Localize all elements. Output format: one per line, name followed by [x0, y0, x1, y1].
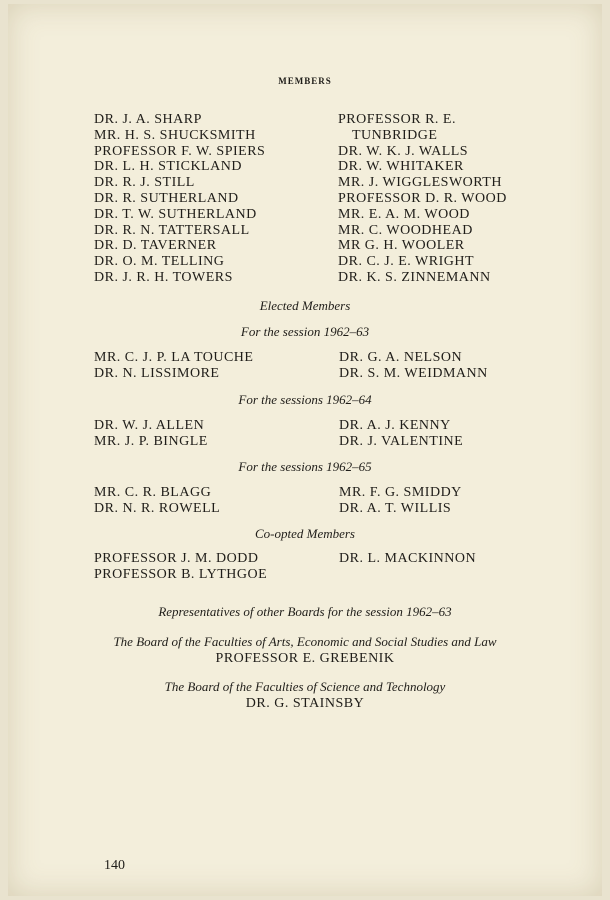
- member-name: DR. A. T. WILLIS: [339, 501, 452, 516]
- member-name: DR. J. A. SHARP: [94, 112, 202, 127]
- member-name: MR. F. G. SMIDDY: [339, 485, 462, 500]
- page-heading: MEMBERS: [278, 76, 332, 86]
- member-name: DR. O. M. TELLING: [94, 254, 225, 270]
- member-name: DR. S. M. WEIDMANN: [339, 366, 488, 381]
- member-name: DR. L. H. STICKLAND: [94, 159, 242, 175]
- member-name: DR. A. J. KENNY: [339, 418, 451, 433]
- member-name: DR. J. VALENTINE: [339, 434, 464, 449]
- session-label: For the sessions 1962–64: [238, 392, 372, 407]
- member-name: DR. N. LISSIMORE: [94, 366, 220, 381]
- member-name: DR. R. SUTHERLAND: [94, 190, 239, 206]
- member-name: MR. H. S. SHUCKSMITH: [94, 127, 256, 143]
- member-name-continued: TUNBRIDGE: [352, 127, 438, 143]
- member-name: PROFESSOR D. R. WOOD: [338, 190, 507, 206]
- member-name: PROFESSOR F. W. SPIERS: [94, 143, 266, 159]
- session-label: For the sessions 1962–65: [238, 459, 372, 474]
- member-name: PROFESSOR B. LYTHGOE: [94, 567, 268, 582]
- elected-members-title: Elected Members: [259, 298, 351, 313]
- member-name: PROFESSOR J. M. DODD: [94, 551, 259, 566]
- member-name: MR. J. WIGGLESWORTH: [338, 175, 502, 191]
- member-name: MR. E. A. M. WOOD: [338, 206, 470, 222]
- member-name: DR. D. TAVERNER: [94, 238, 217, 254]
- member-name: DR. C. J. E. WRIGHT: [338, 254, 475, 270]
- member-name: DR. N. R. ROWELL: [94, 501, 221, 516]
- member-name: DR. K. S. ZINNEMANN: [338, 269, 491, 285]
- page-number: 140: [104, 858, 125, 873]
- member-name: DR. J. R. H. TOWERS: [94, 269, 233, 285]
- member-name: DR. R. N. TATTERSALL: [94, 222, 250, 238]
- member-name: DR. L. MACKINNON: [339, 551, 477, 566]
- board-representative: PROFESSOR E. GREBENIK: [215, 651, 395, 666]
- representatives-title: Representatives of other Boards for the session 1962–63: [158, 604, 452, 619]
- session-label: For the session 1962–63: [240, 324, 370, 339]
- member-name: MR. J. P. BINGLE: [94, 434, 208, 449]
- members-list-left: [94, 112, 265, 286]
- board-name: The Board of the Faculties of Arts, Economic and Social Studies and Law: [113, 634, 497, 649]
- member-name: DR. T. W. SUTHERLAND: [94, 206, 257, 222]
- member-name: MR. C. J. P. LA TOUCHE: [94, 350, 254, 365]
- member-name: MR. C. WOODHEAD: [338, 222, 473, 238]
- member-name: DR. W. WHITAKER: [338, 159, 464, 175]
- board-representative: DR. G. STAINSBY: [245, 696, 365, 711]
- member-name: MR G. H. WOOLER: [338, 238, 465, 254]
- members-list-right: [338, 112, 507, 286]
- member-name: MR. C. R. BLAGG: [94, 485, 212, 500]
- member-name: DR. W. K. J. WALLS: [338, 143, 469, 159]
- member-name: DR. R. J. STILL: [94, 175, 195, 191]
- coopted-members-title: Co-opted Members: [254, 526, 355, 541]
- board-name: The Board of the Faculties of Science and Technology: [164, 679, 446, 694]
- member-name: DR. G. A. NELSON: [339, 350, 463, 365]
- member-name: PROFESSOR R. E.: [338, 112, 456, 127]
- document-page: [8, 4, 602, 896]
- member-name: DR. W. J. ALLEN: [94, 418, 205, 433]
